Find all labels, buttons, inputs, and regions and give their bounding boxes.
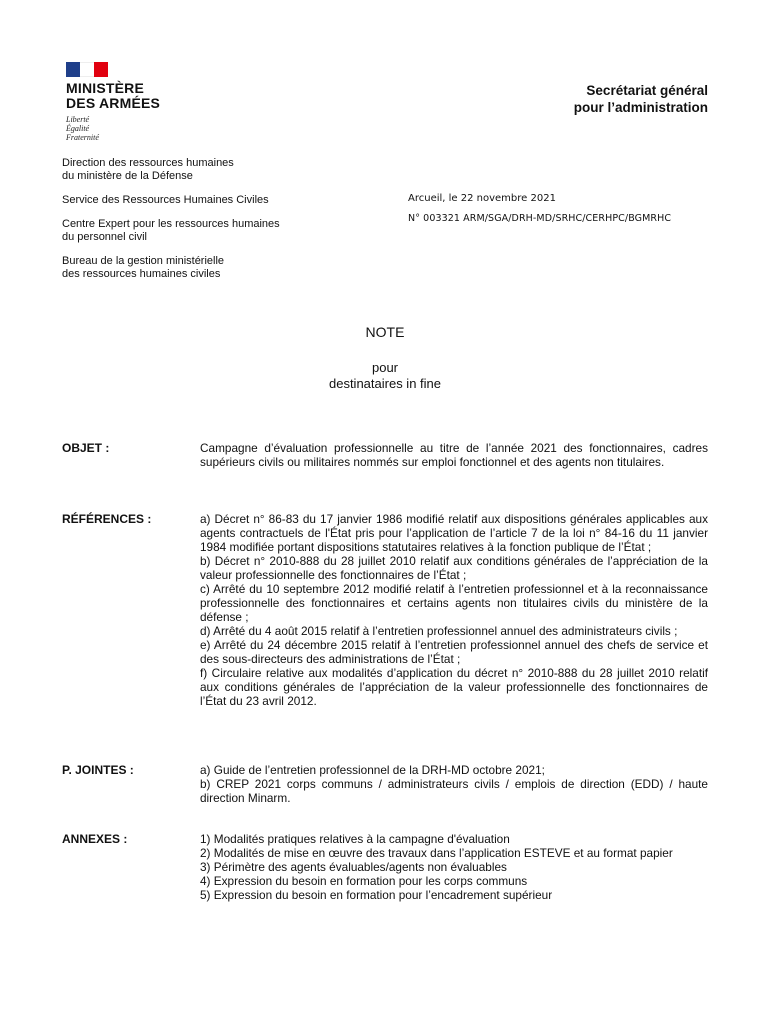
reference-item: c) Arrêté du 10 septembre 2012 modifié relatif à l’entretien professionnel et à la reconnaissance professionnelle des fonctionnaires et certains agents non titulaires civils du ministère de la défense ; — [200, 582, 708, 624]
service-line: des ressources humaines civiles — [62, 268, 221, 280]
service-bgmrhc — [62, 255, 362, 281]
service-cerhpc — [62, 218, 362, 244]
annex-item: 4) Expression du besoin en formation pour les corps communs — [200, 874, 528, 888]
motto-liberte: Liberté — [66, 115, 90, 124]
reference-item: d) Arrêté du 4 août 2015 relatif à l’entretien professionnel annuel des administrateurs civils ; — [200, 624, 678, 638]
ministry-logo — [66, 62, 206, 142]
annex-item: 3) Périmètre des agents évaluables/agents non évaluables — [200, 860, 507, 874]
annex-item: 1) Modalités pratiques relatives à la campagne d'évaluation — [200, 832, 510, 846]
service-line: Bureau de la gestion ministérielle — [62, 255, 225, 267]
pieces-jointes-label: P. JOINTES : — [62, 763, 134, 777]
objet-text: Campagne d’évaluation professionnelle au titre de l’année 2021 des fonctionnaires, cadres supérieurs civils ou militaires nommés sur emploi fonctionnel et des agents non titulaires. — [200, 441, 708, 469]
references-list — [200, 512, 708, 708]
attachment-item: b) CREP 2021 corps communs / administrateurs civils / emplois de direction (EDD) / haute direction Minarm. — [200, 777, 708, 805]
service-line: du ministère de la Défense — [62, 170, 193, 182]
ministry-line-2: DES ARMÉES — [66, 95, 161, 111]
ministry-line-1: MINISTÈRE — [66, 80, 145, 96]
recipients-block — [0, 360, 770, 392]
annexes-list — [200, 832, 708, 902]
service-line: Centre Expert pour les ressources humaines — [62, 218, 280, 230]
annex-item: 5) Expression du besoin en formation pour l’encadrement supérieur — [200, 888, 553, 902]
motto-egalite: Égalité — [66, 124, 90, 133]
objet-label: OBJET : — [62, 441, 110, 455]
secretariat-heading — [574, 82, 708, 116]
annexes-label: ANNEXES : — [62, 832, 128, 846]
services-block — [62, 157, 362, 292]
service-line: du personnel civil — [62, 231, 147, 243]
service-line: Service des Ressources Humaines Civiles — [62, 194, 269, 206]
french-flag-icon — [66, 62, 108, 77]
reference-item: a) Décret n° 86-83 du 17 janvier 1986 modifié relatif aux dispositions générales applicables aux agents contractuels de l'État pris pour l’application de l’article 7 de la loi n° 84-16 du 11 janvier 1984 modifiée portant dispositions statutaires relatives à la fonction publique de l’État ; — [200, 512, 708, 554]
reference-number: N° 003321 ARM/SGA/DRH-MD/SRHC/CERHPC/BGMRHC — [408, 213, 672, 224]
reference-item: e) Arrêté du 24 décembre 2015 relatif à l’entretien professionnel annuel des chefs de service et des sous-directeurs des administrations de l’État ; — [200, 638, 708, 666]
sg-line-1: Secrétariat général — [586, 83, 708, 98]
reference-item: b) Décret n° 2010-888 du 28 juillet 2010 relatif aux conditions générales de l’appréciation de la valeur professionnelle des fonctionnaires de l’État ; — [200, 554, 708, 582]
references-label: RÉFÉRENCES : — [62, 512, 152, 526]
recipients-label: destinataires in fine — [328, 376, 441, 391]
pieces-jointes-list — [200, 763, 708, 805]
service-srhc — [62, 194, 362, 207]
ministry-name — [66, 81, 206, 111]
motto-fraternite: Fraternité — [66, 133, 99, 142]
republic-motto — [66, 115, 206, 142]
attachment-item: a) Guide de l’entretien professionnel de la DRH-MD octobre 2021; — [200, 763, 545, 777]
service-line: Direction des ressources humaines — [62, 157, 234, 169]
reference-item: f) Circulaire relative aux modalités d’application du décret n° 2010-888 du 28 juillet 2010 relatif aux conditions générales de l’appréciation de la valeur professionnelle des fonctionnaires de l’État du 23 avril 2012. — [200, 666, 708, 708]
document-title: NOTE — [365, 324, 405, 340]
service-drh — [62, 157, 362, 183]
annex-item: 2) Modalités de mise en œuvre des travaux dans l’application ESTEVE et au format papier — [200, 846, 673, 860]
pour-label: pour — [371, 360, 399, 375]
sg-line-2: pour l’administration — [573, 100, 708, 115]
place-date: Arcueil, le 22 novembre 2021 — [408, 193, 556, 204]
